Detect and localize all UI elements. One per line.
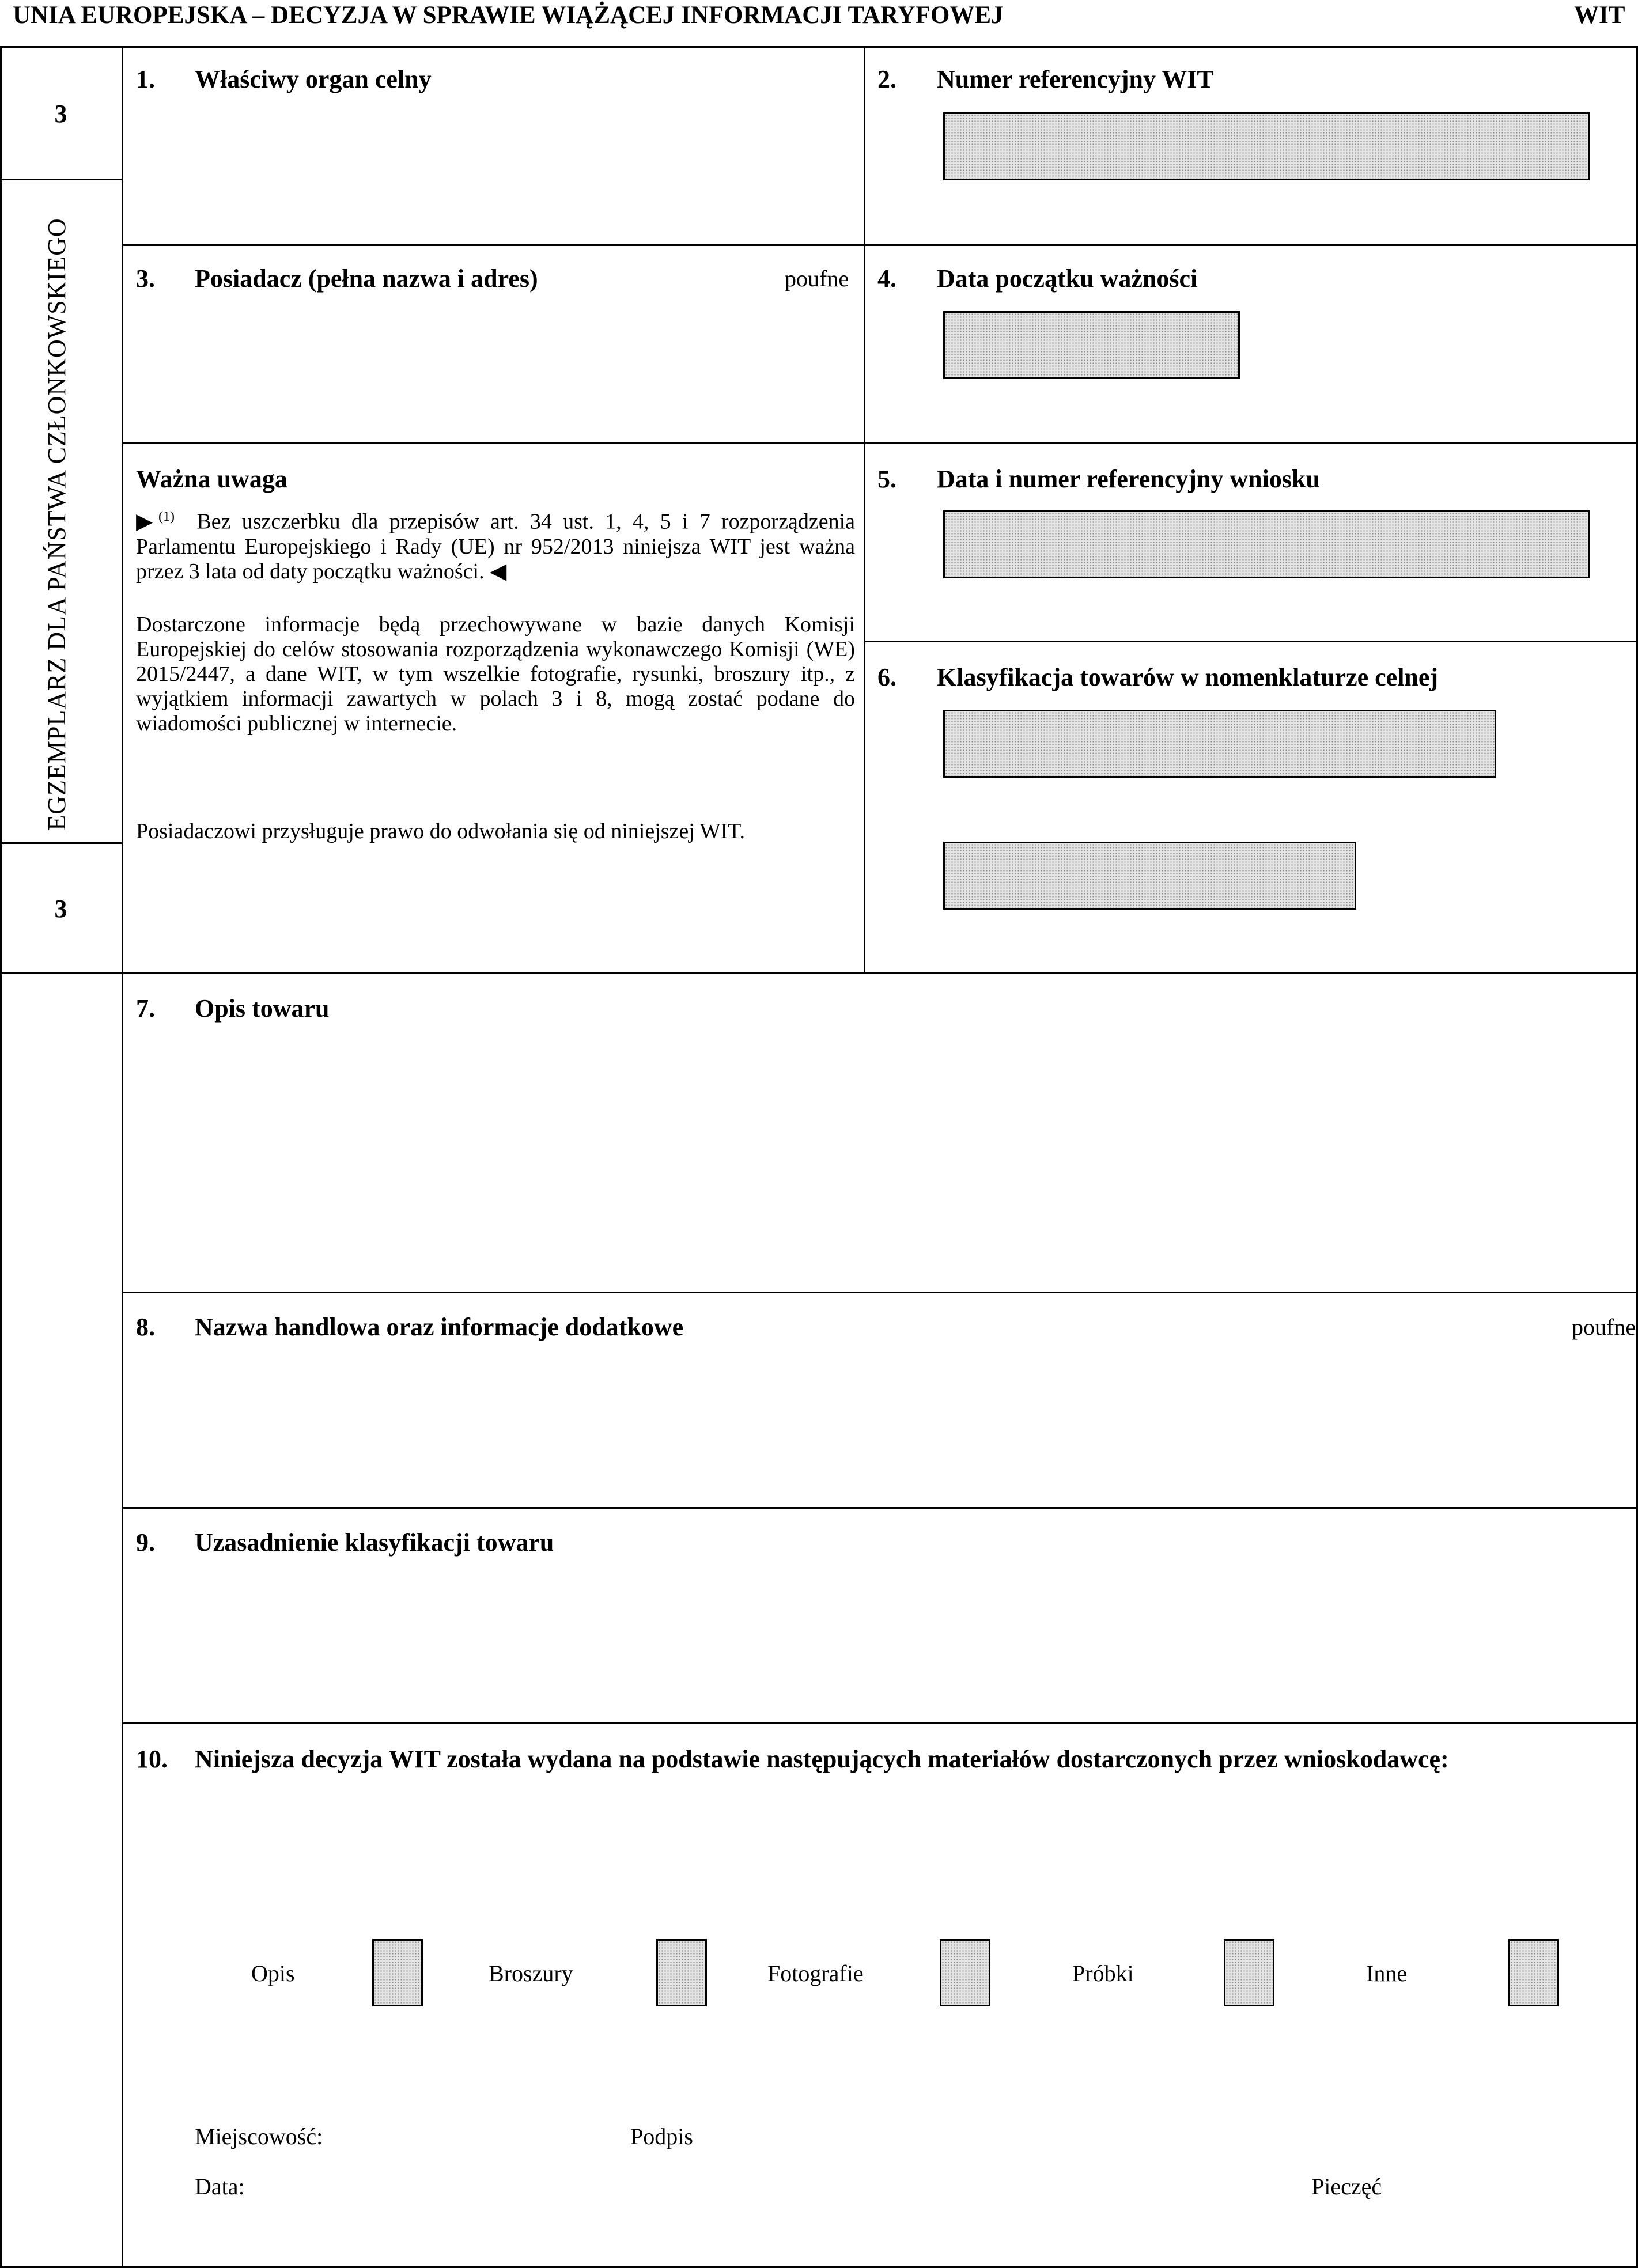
copy-designation: EGZEMPLARZ DLA PAŃSTWA CZŁONKOWSKIEGO <box>43 218 71 831</box>
material-checkbox-other[interactable] <box>1508 1939 1559 2006</box>
side-divider-bottom <box>0 842 123 844</box>
field-2-label: Numer referencyjny WIT <box>937 65 1214 93</box>
divider-section-9 <box>122 1507 1638 1509</box>
field-5-input[interactable] <box>943 510 1590 578</box>
field-2-input[interactable] <box>943 112 1590 180</box>
divider-right-2 <box>864 442 1638 444</box>
material-label-brochures: Broszury <box>489 1960 573 1986</box>
field-8-number: 8. <box>136 1313 155 1341</box>
material-label-photographs: Fotografie <box>767 1960 864 1986</box>
document-code: WIT <box>1574 2 1625 29</box>
notice-paragraph-1 <box>136 505 855 584</box>
field-10-label: Niniejsza decyzja WIT została wydana na podstawie następujących materiałów dostarczonych przez wnioskodawcę: <box>195 1745 1449 1773</box>
copy-number-bottom: 3 <box>54 895 67 923</box>
field-6-input-1[interactable] <box>943 710 1496 778</box>
divider-left-2 <box>122 442 865 444</box>
material-checkbox-brochures[interactable] <box>656 1939 707 2006</box>
divider-right-1 <box>864 244 1638 246</box>
field-1-number: 1. <box>136 65 155 93</box>
field-3-label: Posiadacz (pełna nazwa i adres) <box>195 264 538 293</box>
notice-title: Ważna uwaga <box>136 465 287 493</box>
footnote-marker: (1) <box>158 509 175 524</box>
divider-section-7 <box>0 972 1638 974</box>
field-7-number: 7. <box>136 994 155 1023</box>
stamp-label: Pieczęć <box>1311 2174 1382 2199</box>
field-3-number: 3. <box>136 264 155 293</box>
amendment-start-marker: ▶ <box>136 509 158 534</box>
amendment-end-marker: ◀ <box>490 559 507 584</box>
material-label-samples: Próbki <box>1072 1960 1134 1986</box>
material-label-other: Inne <box>1366 1960 1408 1986</box>
field-9-label: Uzasadnienie klasyfikacji towaru <box>195 1528 554 1557</box>
divider-section-8 <box>122 1292 1638 1293</box>
field-4-number: 4. <box>877 264 896 293</box>
field-1-label: Właściwy organ celny <box>195 65 432 93</box>
divider-right-3 <box>864 641 1638 642</box>
document-title: UNIA EUROPEJSKA – DECYZJA W SPRAWIE WIĄŻĄCEJ INFORMACJI TARYFOWEJ <box>13 2 1004 29</box>
middle-column-line <box>864 46 865 974</box>
field-4-label: Data początku ważności <box>937 264 1198 293</box>
field-9-number: 9. <box>136 1528 155 1557</box>
notice-paragraph-2: Dostarczone informacje będą przechowywane w bazie danych Komisji Europejskiej do celów stosowania rozporządzenia wykonawczego Komisji (WE) 2015/2447, a dane WIT, w tym wszelkie fotografie, rysunki, broszury itp., z wyjątkiem informacji zawartych w polach 3 i 8, mogą zostać podane do wiadomości publicznej w internecie. <box>136 612 855 736</box>
copy-number-top: 3 <box>54 100 67 128</box>
place-label: Miejscowość: <box>195 2123 323 2149</box>
frame-left-line <box>0 46 2 2268</box>
field-7-label: Opis towaru <box>195 994 330 1023</box>
field-6-input-2[interactable] <box>943 842 1356 910</box>
field-5-label: Data i numer referencyjny wniosku <box>937 465 1320 493</box>
material-label-description: Opis <box>251 1960 295 1986</box>
vertical-label-anchor <box>42 218 71 836</box>
material-checkbox-description[interactable] <box>372 1939 423 2006</box>
notice-validity-text: Bez uszczerbku dla przepisów art. 34 ust. 1, 4, 5 i 7 rozporządzenia Parlamentu Europejskiego i Rady (UE) nr 952/2013 niniejsza WIT jest ważna przez 3 lata od daty początku ważności. <box>136 509 855 584</box>
divider-section-10 <box>122 1722 1638 1724</box>
field-5-number: 5. <box>877 465 896 493</box>
field-6-label: Klasyfikacja towarów w nomenklaturze celnej <box>937 663 1439 691</box>
frame-top-line <box>0 46 1638 48</box>
field-6-number: 6. <box>877 663 896 691</box>
side-divider-top <box>0 179 123 180</box>
divider-left-1 <box>122 244 865 246</box>
signature-label: Podpis <box>630 2123 693 2149</box>
date-label: Data: <box>195 2174 245 2199</box>
field-10-number: 10. <box>136 1745 168 1773</box>
field-8-confidential-tag: poufne <box>1572 1314 1636 1340</box>
material-checkbox-photographs[interactable] <box>940 1939 990 2006</box>
field-8-label: Nazwa handlowa oraz informacje dodatkowe <box>195 1313 684 1341</box>
material-checkbox-samples[interactable] <box>1224 1939 1274 2006</box>
side-column-line <box>122 46 123 2268</box>
field-2-number: 2. <box>877 65 896 93</box>
field-4-input[interactable] <box>943 311 1240 379</box>
field-3-confidential-tag: poufne <box>785 266 849 291</box>
notice-paragraph-3: Posiadaczowi przysługuje prawo do odwołania się od niniejszej WIT. <box>136 819 746 843</box>
